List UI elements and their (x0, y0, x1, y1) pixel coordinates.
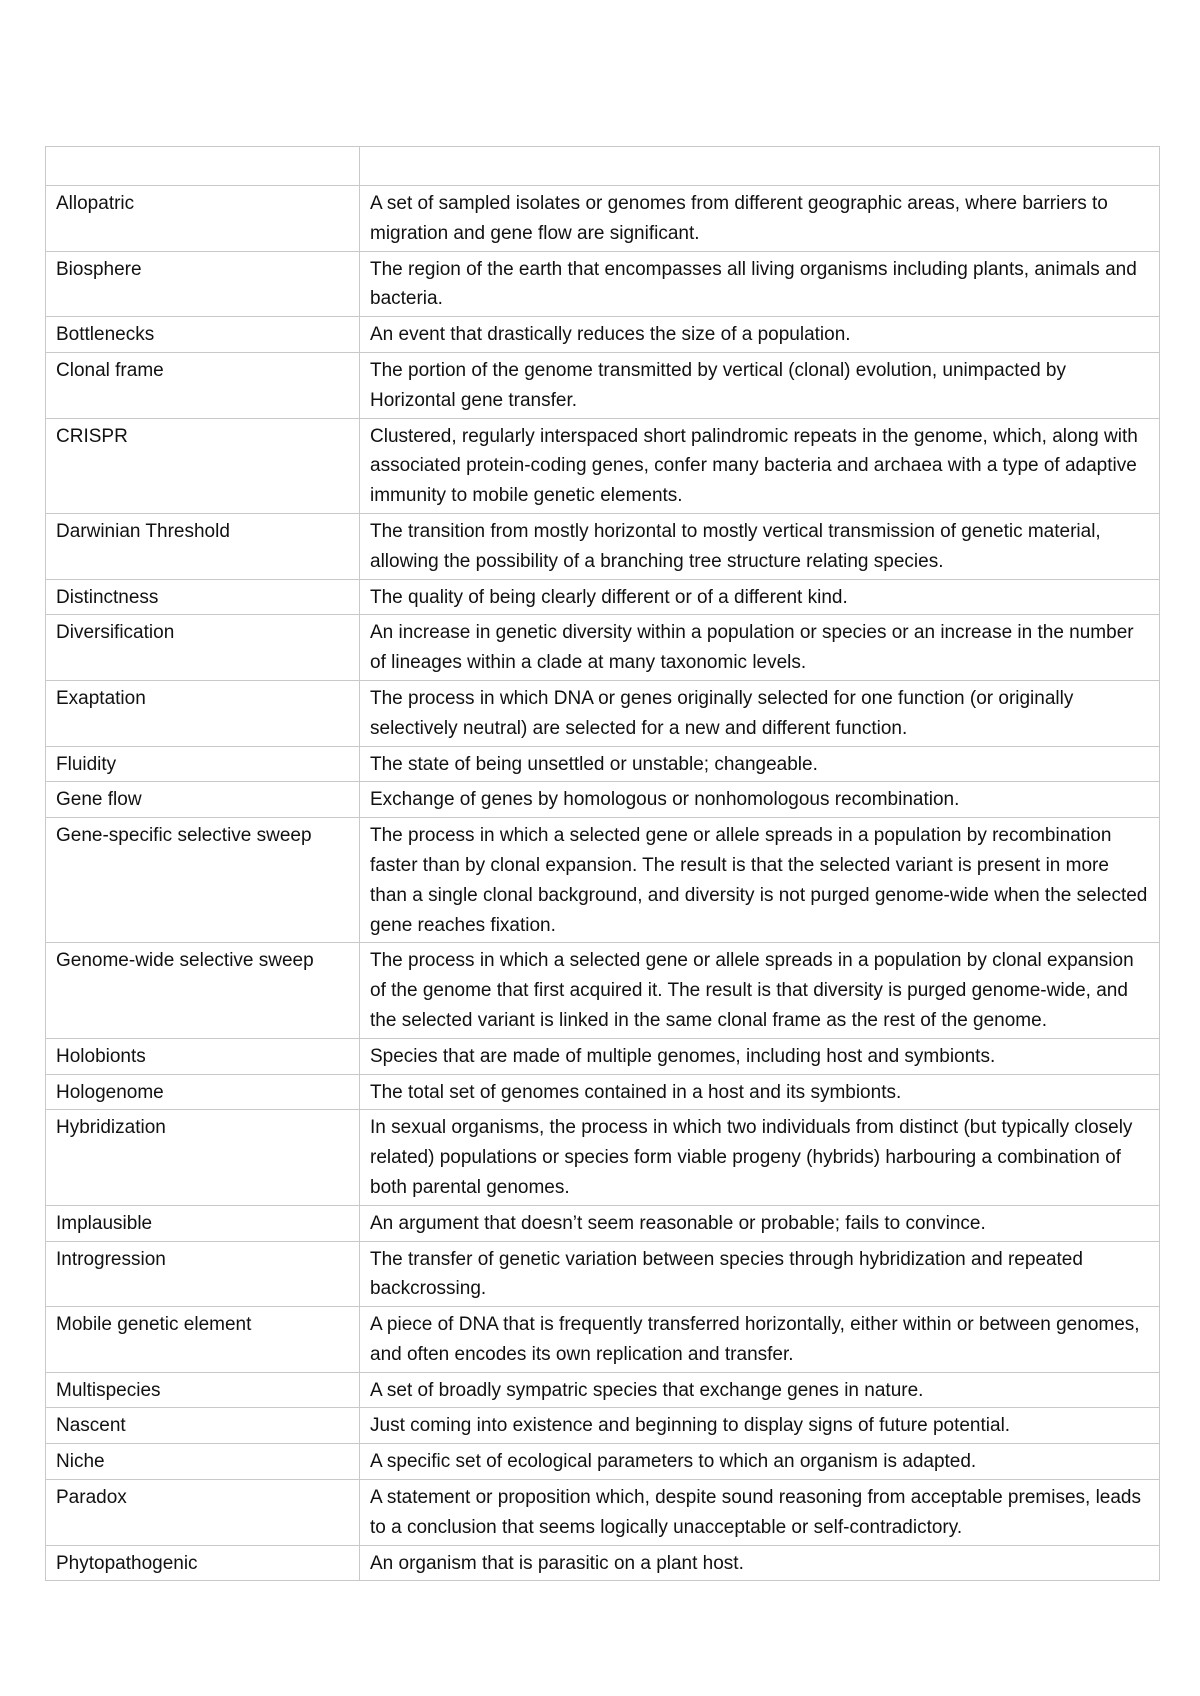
table-row (46, 782, 1160, 818)
term-cell: CRISPR (46, 418, 360, 513)
definition-cell: An organism that is parasitic on a plant host. (360, 1545, 1160, 1581)
header-row (46, 147, 1160, 186)
term-cell: Exaptation (46, 680, 360, 746)
term-cell: Bottlenecks (46, 317, 360, 353)
term-cell: Nascent (46, 1408, 360, 1444)
definition-cell: The process in which a selected gene or allele spreads in a population by clonal expansion of the genome that first acquired it. The result is that diversity is purged genome-wide, and the selected variant is linked in the same clonal frame as the rest of the genome. (360, 943, 1160, 1038)
definition-cell: Exchange of genes by homologous or nonhomologous recombination. (360, 782, 1160, 818)
term-cell: Allopatric (46, 186, 360, 252)
table-row (46, 746, 1160, 782)
term-cell: Fluidity (46, 746, 360, 782)
definition-cell: The process in which a selected gene or allele spreads in a population by recombination faster than by clonal expansion. The result is that the selected variant is present in more than a single clonal background, and diversity is not purged genome-wide when the selected gene reaches fixation. (360, 818, 1160, 943)
definition-cell: An increase in genetic diversity within a population or species or an increase in the number of lineages within a clade at many taxonomic levels. (360, 615, 1160, 681)
definition-cell: The transfer of genetic variation between species through hybridization and repeated backcrossing. (360, 1241, 1160, 1307)
term-cell: Gene-specific selective sweep (46, 818, 360, 943)
term-cell: Introgression (46, 1241, 360, 1307)
term-cell: Niche (46, 1444, 360, 1480)
table-row (46, 1444, 1160, 1480)
definition-cell: An event that drastically reduces the size of a population. (360, 317, 1160, 353)
term-cell: Gene flow (46, 782, 360, 818)
term-cell: Darwinian Threshold (46, 513, 360, 579)
term-cell: Paradox (46, 1480, 360, 1546)
header-term-cell (46, 147, 360, 186)
definition-cell: A specific set of ecological parameters to which an organism is adapted. (360, 1444, 1160, 1480)
definition-cell: Just coming into existence and beginning to display signs of future potential. (360, 1408, 1160, 1444)
term-cell: Biosphere (46, 251, 360, 317)
definition-cell: In sexual organisms, the process in which two individuals from distinct (but typically closely related) populations or species form viable progeny (hybrids) harbouring a combination of both parental genomes. (360, 1110, 1160, 1205)
definition-cell: Species that are made of multiple genomes, including host and symbionts. (360, 1038, 1160, 1074)
table-row (46, 615, 1160, 681)
glossary-table (45, 146, 1160, 1581)
term-cell: Hologenome (46, 1074, 360, 1110)
table-row (46, 818, 1160, 943)
table-row (46, 579, 1160, 615)
table-row (46, 1480, 1160, 1546)
table-row (46, 418, 1160, 513)
definition-cell: A piece of DNA that is frequently transferred horizontally, either within or between genomes, and often encodes its own replication and transfer. (360, 1307, 1160, 1373)
definition-cell: An argument that doesn’t seem reasonable or probable; fails to convince. (360, 1205, 1160, 1241)
table-row (46, 1038, 1160, 1074)
table-row (46, 1307, 1160, 1373)
table-row (46, 943, 1160, 1038)
definition-cell: The portion of the genome transmitted by vertical (clonal) evolution, unimpacted by Horizontal gene transfer. (360, 352, 1160, 418)
table-row (46, 680, 1160, 746)
definition-cell: The process in which DNA or genes originally selected for one function (or originally selectively neutral) are selected for a new and different function. (360, 680, 1160, 746)
table-row (46, 317, 1160, 353)
table-row (46, 1074, 1160, 1110)
table-row (46, 1545, 1160, 1581)
definition-cell: A statement or proposition which, despite sound reasoning from acceptable premises, leads to a conclusion that seems logically unacceptable or self-contradictory. (360, 1480, 1160, 1546)
term-cell: Multispecies (46, 1372, 360, 1408)
term-cell: Mobile genetic element (46, 1307, 360, 1373)
term-cell: Hybridization (46, 1110, 360, 1205)
definition-cell: Clustered, regularly interspaced short palindromic repeats in the genome, which, along with associated protein-coding genes, confer many bacteria and archaea with a type of adaptive immunity to mobile genetic elements. (360, 418, 1160, 513)
term-cell: Diversification (46, 615, 360, 681)
term-cell: Genome-wide selective sweep (46, 943, 360, 1038)
definition-cell: A set of sampled isolates or genomes from different geographic areas, where barriers to migration and gene flow are significant. (360, 186, 1160, 252)
table-row (46, 1241, 1160, 1307)
term-cell: Distinctness (46, 579, 360, 615)
definition-cell: The quality of being clearly different or of a different kind. (360, 579, 1160, 615)
term-cell: Holobionts (46, 1038, 360, 1074)
header-definition-cell (360, 147, 1160, 186)
term-cell: Implausible (46, 1205, 360, 1241)
table-row (46, 251, 1160, 317)
table-row (46, 1205, 1160, 1241)
table-row (46, 1110, 1160, 1205)
definition-cell: The region of the earth that encompasses all living organisms including plants, animals and bacteria. (360, 251, 1160, 317)
definition-cell: The transition from mostly horizontal to mostly vertical transmission of genetic material, allowing the possibility of a branching tree structure relating species. (360, 513, 1160, 579)
table-row (46, 1372, 1160, 1408)
table-row (46, 186, 1160, 252)
definition-cell: The state of being unsettled or unstable; changeable. (360, 746, 1160, 782)
table-row (46, 352, 1160, 418)
table-row (46, 1408, 1160, 1444)
table-row (46, 513, 1160, 579)
term-cell: Clonal frame (46, 352, 360, 418)
definition-cell: The total set of genomes contained in a host and its symbionts. (360, 1074, 1160, 1110)
term-cell: Phytopathogenic (46, 1545, 360, 1581)
glossary-body (46, 147, 1160, 1581)
definition-cell: A set of broadly sympatric species that exchange genes in nature. (360, 1372, 1160, 1408)
